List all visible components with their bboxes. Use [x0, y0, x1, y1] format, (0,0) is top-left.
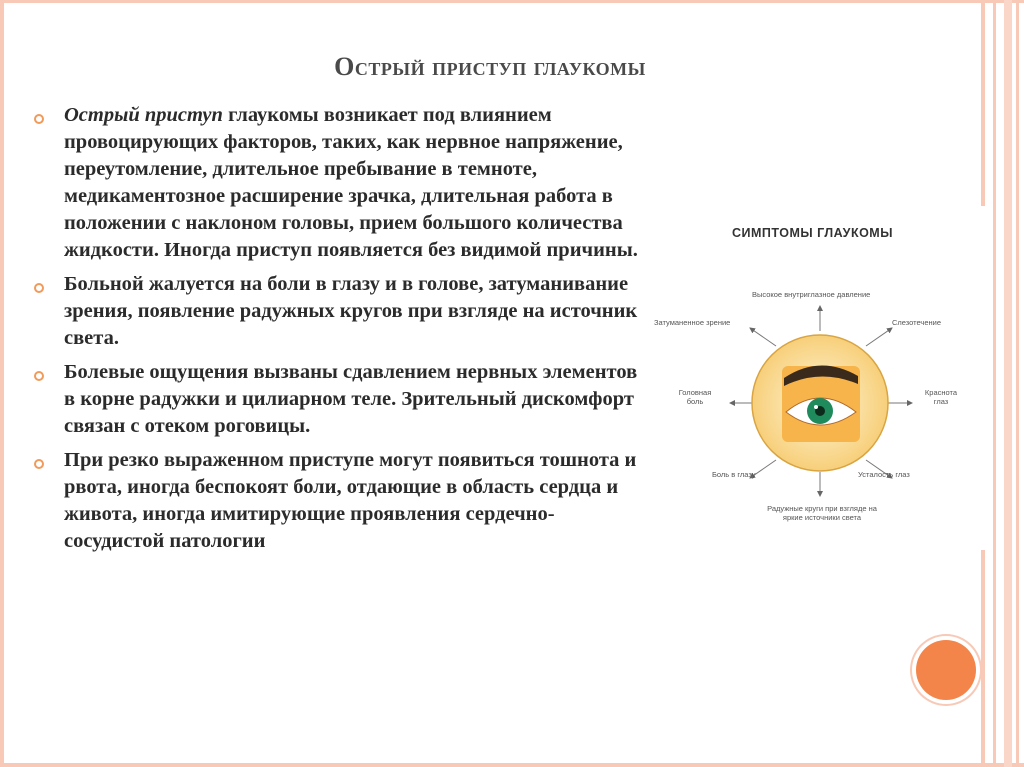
frame-stripe: [1004, 0, 1012, 767]
label-redness: Краснота глаз: [924, 388, 958, 406]
bullet-item: [32, 447, 652, 555]
slide-title: Острый приступ глаукомы: [334, 52, 646, 81]
bullet-list: [32, 102, 652, 562]
frame-top-border: [0, 0, 1024, 3]
label-tearing: Слезотечение: [892, 318, 942, 327]
bullet-emphasis: Острый приступ: [64, 104, 223, 126]
bullet-item: [32, 359, 652, 440]
label-high-pressure: Высокое внутриглазное давление: [752, 290, 871, 299]
bullet-marker-icon: [34, 114, 44, 124]
frame-bottom-border: [0, 763, 1024, 767]
symptoms-diagram: [648, 206, 986, 550]
bullet-text: глаукомы возникает под влиянием провоцирующих факторов, таких, как нервное напряжение, переутомление, длительное пребывание в темноте, медикаментозное расширение зрачка, длительная работа в положении с наклоном головы, прием большого количества жидкости. Иногда приступ появляется без видимой причины.: [64, 104, 638, 261]
label-rainbow-circles: Радужные круги при взгляде на яркие источники света: [767, 504, 877, 522]
bullet-text: При резко выраженном приступе могут появиться тошнота и рвота, иногда беспокоят боли, отдающие в область сердца и живота, иногда имитирующие проявления сердечно-сосудистой патологии: [64, 449, 637, 552]
bullet-item: [32, 271, 652, 352]
diagram-title: СИМПТОМЫ ГЛАУКОМЫ: [732, 226, 893, 240]
frame-left-border: [0, 0, 4, 767]
diagram-graphic: [648, 206, 986, 550]
frame-stripe: [993, 0, 996, 767]
label-eye-fatigue: Усталость глаз: [858, 470, 910, 479]
label-headache: Головная боль: [678, 388, 712, 406]
label-blurred-vision: Затуманенное зрение: [654, 318, 731, 327]
label-eye-pain: Боль в глазу: [712, 470, 756, 479]
frame-stripe: [1016, 0, 1019, 767]
bullet-marker-icon: [34, 459, 44, 469]
bullet-marker-icon: [34, 283, 44, 293]
bullet-marker-icon: [34, 371, 44, 381]
eye-highlight: [814, 405, 818, 409]
decorative-circle: [916, 640, 976, 700]
bullet-item: [32, 102, 652, 264]
bullet-text: Больной жалуется на боли в глазу и в голове, затуманивание зрения, появление радужных кругов при взгляде на источник света.: [64, 273, 638, 349]
bullet-text: Болевые ощущения вызваны сдавлением нервных элементов в корне радужки и цилиарном теле. Зрительный дискомфорт связан с отеком роговицы.: [64, 361, 638, 437]
